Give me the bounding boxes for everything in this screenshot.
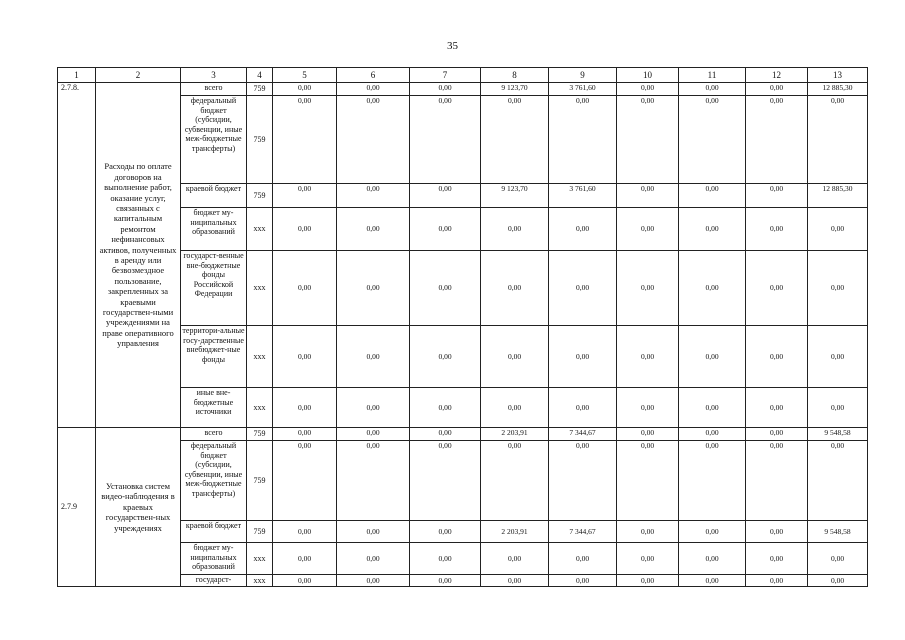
value-cell: 0,00 [410,388,481,428]
row-code: 759 [247,184,273,208]
value-cell: 0,00 [679,208,746,251]
value-cell: 0,00 [679,543,746,575]
row-code: 759 [247,441,273,521]
value-cell: 0,00 [481,326,549,388]
value-cell: 0,00 [617,251,679,326]
value-cell: 0,00 [481,441,549,521]
value-cell: 0,00 [273,208,337,251]
page-number: 35 [447,40,458,52]
funding-source: территори-альные госу-дарственные внебюджет-ные фонды [181,326,247,388]
funding-source: краевой бюджет [181,521,247,543]
value-cell: 0,00 [808,251,868,326]
column-header: 11 [679,68,746,83]
value-cell: 0,00 [617,96,679,184]
value-cell: 0,00 [273,428,337,441]
value-cell: 0,00 [410,521,481,543]
value-cell: 0,00 [337,184,410,208]
value-cell: 0,00 [481,251,549,326]
value-cell: 0,00 [617,83,679,96]
value-cell: 0,00 [337,441,410,521]
value-cell: 0,00 [549,575,617,587]
value-cell: 0,00 [679,388,746,428]
value-cell: 9 123,70 [481,83,549,96]
value-cell: 0,00 [808,441,868,521]
value-cell: 0,00 [337,83,410,96]
value-cell: 0,00 [410,543,481,575]
value-cell: 0,00 [679,96,746,184]
value-cell: 0,00 [273,184,337,208]
value-cell: 0,00 [746,428,808,441]
value-cell: 0,00 [273,521,337,543]
value-cell: 0,00 [410,428,481,441]
value-cell: 0,00 [549,543,617,575]
value-cell: 0,00 [808,326,868,388]
value-cell: 0,00 [746,251,808,326]
column-header: 5 [273,68,337,83]
funding-source: государст- [181,575,247,587]
value-cell: 0,00 [337,208,410,251]
section-id: 2.7.9 [58,428,96,587]
value-cell: 0,00 [549,208,617,251]
table-row [58,83,868,96]
value-cell: 0,00 [273,441,337,521]
value-cell: 0,00 [337,521,410,543]
value-cell: 0,00 [549,388,617,428]
value-cell: 0,00 [617,388,679,428]
value-cell: 0,00 [679,441,746,521]
funding-source: всего [181,428,247,441]
funding-source: иные вне-бюджетные источники [181,388,247,428]
value-cell: 0,00 [337,96,410,184]
column-header: 9 [549,68,617,83]
value-cell: 0,00 [337,326,410,388]
section-title: Установка систем видео-наблюдения в краевых государствен-ных учреждениях [96,428,181,587]
value-cell: 0,00 [410,575,481,587]
value-cell: 0,00 [746,83,808,96]
value-cell: 0,00 [273,96,337,184]
column-header: 12 [746,68,808,83]
header-row [58,68,868,83]
column-header: 10 [617,68,679,83]
value-cell: 9 123,70 [481,184,549,208]
value-cell: 0,00 [481,96,549,184]
value-cell: 0,00 [337,428,410,441]
value-cell: 0,00 [746,326,808,388]
value-cell: 0,00 [617,428,679,441]
value-cell: 0,00 [746,208,808,251]
value-cell: 0,00 [410,441,481,521]
row-code: xxx [247,251,273,326]
row-code: 759 [247,83,273,96]
value-cell: 0,00 [746,521,808,543]
row-code: xxx [247,208,273,251]
value-cell: 0,00 [617,543,679,575]
table-row [58,428,868,441]
funding-source: краевой бюджет [181,184,247,208]
column-header: 4 [247,68,273,83]
value-cell: 0,00 [481,388,549,428]
value-cell: 0,00 [617,575,679,587]
value-cell: 12 885,30 [808,83,868,96]
value-cell: 0,00 [273,251,337,326]
value-cell: 12 885,30 [808,184,868,208]
value-cell: 0,00 [746,575,808,587]
funding-source: бюджет му-ниципальных образований [181,543,247,575]
row-code: 759 [247,428,273,441]
value-cell: 0,00 [808,388,868,428]
value-cell: 0,00 [549,326,617,388]
value-cell: 0,00 [273,326,337,388]
funding-source: бюджет му-ниципальных образований [181,208,247,251]
value-cell: 0,00 [746,388,808,428]
value-cell: 0,00 [410,184,481,208]
value-cell: 3 761,60 [549,83,617,96]
value-cell: 0,00 [746,441,808,521]
value-cell: 0,00 [808,575,868,587]
funding-source: государст-венные вне-бюджетные фонды Российской Федерации [181,251,247,326]
value-cell: 2 203,91 [481,428,549,441]
value-cell: 0,00 [410,208,481,251]
column-header: 2 [96,68,181,83]
value-cell: 7 344,67 [549,521,617,543]
row-code: 759 [247,96,273,184]
value-cell: 0,00 [410,96,481,184]
value-cell: 0,00 [617,184,679,208]
column-header: 6 [337,68,410,83]
column-header: 8 [481,68,549,83]
value-cell: 0,00 [549,96,617,184]
column-header: 3 [181,68,247,83]
column-header: 1 [58,68,96,83]
row-code: 759 [247,521,273,543]
value-cell: 0,00 [273,575,337,587]
value-cell: 0,00 [679,521,746,543]
funding-source: всего [181,83,247,96]
value-cell: 7 344,67 [549,428,617,441]
budget-table [57,67,868,587]
value-cell: 0,00 [481,575,549,587]
value-cell: 0,00 [679,575,746,587]
value-cell: 0,00 [746,96,808,184]
column-header: 7 [410,68,481,83]
value-cell: 0,00 [410,83,481,96]
funding-source: федеральный бюджет (субсидии, субвенции, иные меж-бюджетные трансферты) [181,96,247,184]
value-cell: 0,00 [679,428,746,441]
value-cell: 0,00 [617,521,679,543]
value-cell: 0,00 [273,388,337,428]
value-cell: 0,00 [481,208,549,251]
value-cell: 0,00 [617,326,679,388]
value-cell: 0,00 [679,251,746,326]
value-cell: 0,00 [337,543,410,575]
section-id: 2.7.8. [58,83,96,428]
row-code: xxx [247,575,273,587]
value-cell: 0,00 [808,208,868,251]
value-cell: 0,00 [410,251,481,326]
value-cell: 0,00 [617,441,679,521]
row-code: xxx [247,543,273,575]
value-cell: 3 761,60 [549,184,617,208]
value-cell: 9 548,58 [808,521,868,543]
value-cell: 0,00 [808,543,868,575]
column-header: 13 [808,68,868,83]
value-cell: 0,00 [549,441,617,521]
value-cell: 0,00 [679,326,746,388]
value-cell: 0,00 [617,208,679,251]
value-cell: 0,00 [273,83,337,96]
value-cell: 2 203,91 [481,521,549,543]
value-cell: 0,00 [808,96,868,184]
value-cell: 0,00 [410,326,481,388]
value-cell: 0,00 [746,184,808,208]
value-cell: 0,00 [679,83,746,96]
row-code: xxx [247,388,273,428]
value-cell: 9 548,58 [808,428,868,441]
value-cell: 0,00 [337,251,410,326]
value-cell: 0,00 [549,251,617,326]
value-cell: 0,00 [273,543,337,575]
value-cell: 0,00 [337,388,410,428]
value-cell: 0,00 [746,543,808,575]
value-cell: 0,00 [481,543,549,575]
section-title: Расходы по оплате договоров на выполнение работ, оказание услуг, связанных с капитальным ремонтом нефинансовых активов, полученных в аренду или безвозмездное пользование, закрепленных за краевыми государствен-ными учреждениями на праве оперативного управления [96,83,181,428]
value-cell: 0,00 [679,184,746,208]
funding-source: федеральный бюджет (субсидии, субвенции, иные меж-бюджетные трансферты) [181,441,247,521]
row-code: xxx [247,326,273,388]
value-cell: 0,00 [337,575,410,587]
